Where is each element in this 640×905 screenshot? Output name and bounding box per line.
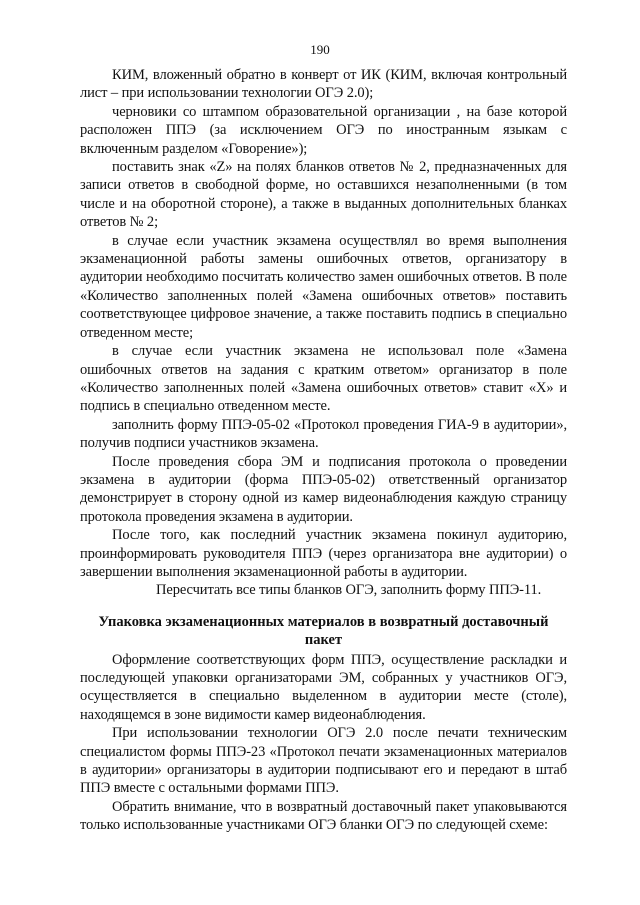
paragraph-packing-forms: Оформление соответствующих форм ППЭ, осуществление раскладки и последующей упаковки организаторами ЭМ, собранных у участников ОГЭ, осуществляется в специально выделенном в аудитории месте (столе), находящемся в зоне видимости камер видеонаблюдения. <box>80 651 567 723</box>
paragraph-protocol-camera: После проведения сбора ЭМ и подписания протокола о проведении экзамена в аудитории (форма ППЭ-05-02) ответственный организатор демонстрирует в сторону одной из камер видеонаблюдения каждую страницу протокола проведения экзамена в аудитории. <box>80 453 567 525</box>
paragraph-recount-forms: Пересчитать все типы бланков ОГЭ, заполнить форму ППЭ-11. <box>156 582 542 599</box>
document-body <box>80 66 567 835</box>
paragraph-drafts: черновики со штампом образовательной организации , на базе которой расположен ППЭ (за исключением ОГЭ по иностранным языкам с включенным разделом «Говорение»); <box>80 103 567 157</box>
paragraph-form-05-02: заполнить форму ППЭ-05-02 «Протокол проведения ГИА-9 в аудитории», получив подписи участников экзамена. <box>80 416 567 452</box>
paragraph-replacements-used: в случае если участник экзамена осуществлял во время выполнения экзаменационной работы замены ошибочных ответов, организатору в аудитории необходимо посчитать количество замен ошибочных ответов. В поле «Количество заполненных полей «Замена ошибочных ответов» поставить соответствующее цифровое значение, а также поставить подпись в специально отведенном месте; <box>80 232 567 341</box>
paragraph-z-mark: поставить знак «Z» на полях бланков ответов № 2, предназначенных для записи ответов в свободной форме, но оставшихся незаполненными (в том числе и на оборотной стороне), а также в выданных дополнительных бланках ответов № 2; <box>80 159 567 231</box>
page-number: 190 <box>310 42 330 57</box>
paragraph-kim-envelope: КИМ, вложенный обратно в конверт от ИК (КИМ, включая контрольный лист – при использовании технологии ОГЭ 2.0); <box>80 67 567 102</box>
paragraph-attention: Обратить внимание, что в возвратный доставочный пакет упаковываются только использованные участниками ОГЭ бланки ОГЭ по следующей схеме: <box>80 798 567 834</box>
paragraph-inform-head: После того, как последний участник экзамена покинул аудиторию, проинформировать руководителя ППЭ (через организатора вне аудитории) о завершении выполнения экзаменационной работы в аудитории. <box>80 527 567 580</box>
paragraph-oge-technology: При использовании технологии ОГЭ 2.0 после печати техническим специалистом формы ППЭ-23 «Протокол печати экзаменационных материалов в аудитории» организаторы в аудитории подписывают его и передают в штаб ППЭ вместе с остальными формами ППЭ. <box>80 725 567 797</box>
section-heading: Упаковка экзаменационных материалов в возвратный доставочный пакет <box>98 613 549 649</box>
paragraph-replacements-not-used: в случае если участник экзамена не использовал поле «Замена ошибочных ответов на задания с кратким ответом» организатор в поле «Количество заполненных полей «Замена ошибочных ответов» ставит «X» и подпись в специально отведенном месте. <box>80 343 567 415</box>
